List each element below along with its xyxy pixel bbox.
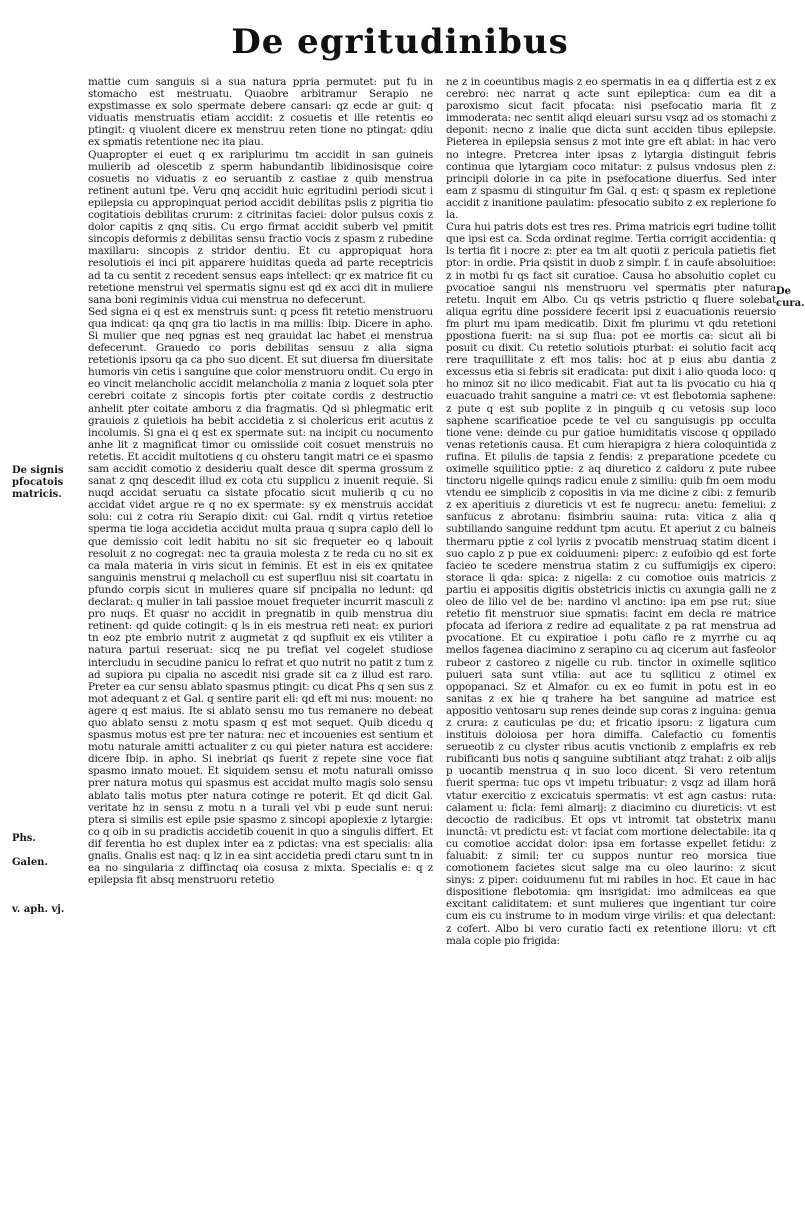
right-column [446, 76, 776, 1188]
running-head: De egritudinibus [231, 22, 569, 62]
margin-note-aph: v. aph. vj. [12, 904, 65, 915]
margin-note-de-cura: De cura. [776, 286, 805, 309]
margin-note-matricis: matricis. [12, 489, 62, 500]
margin-note-de-signis: De signis [12, 465, 64, 476]
left-paragraph: Quapropter ei euet q ex rariplurimu tm accidit in san guineis mulierib ad olescetib z sperm habundantib libidinosisque coire cosuetis no viduatis z eo seruantib z castiae z quib menstrua retinent autuni tpe. Veru qnq accidit huic egritudini periodi sicut i epilepsia cu appropinquat period accidit debilitas pslis z pigritia tio cogitatiois debilitas crurum: z citrinitas faciei: dolor pulsus coxis z dolor capitis z qnq sitis. Cu ergo firmat accidit suberb vel pmitit sincopis deformis z debilitas sensu fractio vocis z spasm z rubedine maxillaru: sincopis z stridor dentiu. Et cu appropiquat hora resolutiois ei inci pit apparere huiditas queda ad parte receptricis ad ta cu sentit z recedent sensus eaps intellect: qr ex matrice fit cu retetione menstrui vel spermatis signu est qd ex acci dit in muliere sana boni regiminis vidua cui menstrua no defecerunt. [88, 148, 433, 306]
left-paragraph: mattie cum sanguis si a sua natura ppria permutet: put fu in stomacho est mestruatu. Quaobre arbitramur Serapio ne expstimasse ex solo spermate debere cansari: qz ecde ar guit: q viduatis menstruatis etiam accidit: z cosuetis et ille retentis eo ptingit: q viuolent dicere ex menstruu reten tione no ptingat: qdiu ex spmatis retentione nec ita piau. [88, 76, 433, 149]
right-paragraph: ne z in coeuntibus magis z eo spermatis in ea q differtia est z ex cerebro: nec narrat q acte sunt epileptica: cum ea dit a paroxismo sicut facit pfocata: nisi psefocatio maria fit z immoderata: nec sentit aliqd eleuari sursu vsqz ad os stomachi z deponit: necno z inalie que dicta sunt acciden tibus epilepsie. Pieterea in epilepsia sensus z mot inte gre eft ablat: in hac vero no integre. Pretcrea inter ipsas z lytargia distinguit febris continua que lytargiam coco mitatur: z pulsus vndosus plen z: principii dolorie in ca pite in psefocatione diuerfus. Sed inter eam z spasmu di stinguitur fm Gal. q est: q spasm ex repletione accidit z inanitione paulatim: pfesocatio subito z ex replerione fo la. [446, 76, 776, 222]
margin-note-pfocatois: pfocatois [12, 477, 64, 488]
right-paragraph: Cura hui patris dots est tres res. Prima matricis egri tudine tollit que ipsi est ca. Scda ordinat regime. Tertia corrigit accidentia: q ls tertia fit i nocre z: pter ea tm alt quotii z pericula patietis fiet ptor: in ordie. Pria qsistit in duob z simplr. f. in caufe absoluitioe: z in motbi fu qs fact sit curatioe. Causa ho absoluitio coplet cu pvocatioe sangui nis menstruoru vel spermatis pter natura retetu. Inquit em Albo. Cu qs vetris pstrictio q fluere solebat aliqua egritu dine possidere fecerit ipsi z euacuationis reuersio fm plurt mu ipam medicatib. Dixit fm plurimu vt qdu retetioni ppostiona fuerit: na si sup flua: pot ee mortis ca: sicut ali bi posuit cu dixit. Cu retetio solutiois pturbat: ei solutio facit acq rere traquillitate z eft mos talis: hoc at p eius abu dantia z excessus etia si febris sit eradicata: put dixit i alio quoda loco: q ho minoz sit no ilico medicabit. Fiat aut ta lis pvocatio cu hia q euacuado trahit sanguine a matri ce: vt est flebotomia saphene: z pute q est sub poplite z in pinguib q cu vetosis sup loco saphene scarificatioe pcede te vel cu sanguisugis pp occulta tione vene: deinde cu pur gatioe humiditatis viscose q oppilado venas retetionis causa. Et cum hierapigra z hiera coloquintida z rufina. Et pilulis de tapsia z fendis: z preparatione pcedete cu oximelle squilitico pptie: z aq diuretico z caldoru z pute rubee tinctoru nigelle quinqs radicu enule z similiu: quib fm oem modu vtendu ee simplicib z copositis in via me dicine z cibi: z femurib z ex aperitiuis z diureticis vt est fe nugrecu: anetu: femeliui: z sanfucus z abrotanu: fisimbriu sauina: ruta: vitica z alia q subtiliando sanguine reddunt tpm acutu. Et aperiut z cu balneis thermaru pptie z col lyriis z pvocatib menstruaq statim dicent i suo caplo z p pue ex coiduumeni: piperc: z eufoibio qd est forte facieo te scedere menstrua statim z cu suffumigijs ex cipero: storace li qda: spica: z nigella: z cu comotioe ouis matricis z partiu ei appositis digitis obstetricis inictis cu axungia galli ne z oleo de lilio vel de be: nardino vl anctino: ipa em pse rut: siue retetio fit menstruor siue spmatis: facint em decla re matrice pfocata ad iferiora z redire ad equalitate z pa rat menstrua ad pvocatione. Et cu expiratioe i potu caflo re z myrrhe cu aq mellos fagenea diacimino z serapino cu aq cicerum aut fasfeolor rubeor z castoreo z nigelle cu rub. tinctor in oximelle sqlitico pulueri sata sunt vtilia: aut ace tu sqlliticu z otimel ex oppopanaci. Sz et Almafor. cu ex eo fumit in potu est in eo sanitas z ex hie q trahere ha bet sanguine ad matrice est appositio ventosaru sup renes deinde sup coras z inguina: genua z crura: z cauticulas pe du: et fricatio ipsoru: z ligatura cum instituis doloiosa per hora dimiffa. Calefactio cu fomentis serueotib z cu clyster ribus acutis vnctionib z emplafris ex reb rubificanti bus notis q sanguine subtiliant atqz trahat: z oib alijs p uocantib menstrua q in suo loco dicent. Si vero retentum fuerit sperma: tuc ops vt impetu tribuatur: z vsqz ad illam horā vtatur exercitio z excicatuis spermatis: vt est agn castus: ruta: calament u: ficla: femi almarij: z diacimino cu diureticis: vt est decoctio de radicibus. Et ops vt intromit tat obstetrix manu inunctā: vt predictu est: vt faciat com mortione delectabile: ita q cu comotioe accidat dolor: ipsa em fortasse expellet fetidu: z faluabit: z simil: ter cu suppos nuntur reo morsica tiue comotionem facietes sicut salge ma cu oleo laurino: z sicut sinys: z piper: coiduumenu fut mi rabiles in hoc. Et caue in hac dispositione flebotomia: qm insrigidat: imo admilceas ea que excitant caliditatem: et sunt mulieres que ingentiant tur coire cum eis cu instrume to in modum virge virilis: et qua delectant: z cofert. Albo bi vero curatio facti ex retentione illoru: vt cft mala cople pio frigida: [446, 221, 776, 947]
margin-note-galen: Galen. [12, 857, 48, 868]
left-column [88, 76, 433, 1188]
left-paragraph: Sed signa ei q est ex menstruis sunt: q pcess fit retetio menstruoru qua indicat: qa qnq gra tio lactis in ma millis: Ibip. Dicere in apho. Si mulier que neq pgnas est neq grauidat lac habet ei menstrua defecerunt. Grauedo co poris debilitas sensuu z alia signa retetionis ipsoru qa ca pho suo dicent. Et sut diuersa fm diuersitate humoris vin cetis i sanguine que color menstruoru ondit. Cu ergo in eo vincit melancholic accidit melancholia z mania z loquet sola pter cerebri coitate z sincopis fortis pter coitate cordis z destructio anhelit pter coitate amboru z dia fragmatis. Qd si phlegmatic erit grauiois z quietiois ha bebit accidetia z si cholericus erit acutus z incolumis. Si gna ei q est ex spermate sut: na incipit cu nocumento anhe lit z magnificat timor cu omissiide coit cosuet menstruis no retetis. Et accidit multotiens q cu ohsteru tangit matri ce ei spasmo sam accidit comotio z desideriu qualt desce dit sperma grossum z sanat z qnq descedit illud ex cota ctu supplicu z inuenit requie. Si nuqd accidat seruatu ca sistate pfocatio sicut mulierib q cu no accidat videt argue re q no ex spermate: sy ex menstruis accidat solu: cui z cotra riu Serapio dixit: cui Gal. rndit q virtus retetioe sperma tie loga accidetia accidut multa praua q supra caplo dell lo que demissio coit ledit habitu no sit sic frequeter eo q labouit resoluit z no cogregat: nec ta grauia molesta z te reda cu no sit ex ca mala materia in viris sicut in feminis. Et est in eis ex qnitatee sanguinis menstrui q melacholl cu est superfluu nisi sit coartatu in pfundo corpis sicut in mulieres quare sif pncipalia no ledunt: qd declarat: q mulier in tali passioe mouet frequeter incurrit masculi z pro nuqs. Et quasr no accidit in pregnatib in quib menstrua diu retinent: qd quide cotingit: q ls in eis mestrua reti neat: ex puriori tn eoz pte embrio nutrit z augmetat z qd supfluit ex eis vtiliter a natura partui reseruat: sicq ne pu trefiat vel cogelet studiose intercludu in secudine panicu lo refrat et quo nutrit no patit z tum z ad supiora pu cipalia no ascedit nisi grade sit ca z illud est raro. Preter ea cur sensu ablato spasmus ptingit: cu dicat Phs q sen sus z mot adequant z et Gal. q sentire parit eli: qd eft mi nus: mouent: no agere q est maius. Ite si ablato sensu mo tus remanere no debeat quo ablato sensu z motu spasm q est mot sequet. Quib dicedu q spasmus motus est pre ter natura: nec et incouenies est sentium et motu naturale amitti actualiter z cu qui pieter natura est accidere: dicere Ibip. in apho. Si inebriat qs fuerit z repete sine voce fiat spasmo innato mouet. Et siquidem sensu et motu naturali omisso prer natura motus qui spasmus est accidat multo magis solo sensu ablato talis motus pter natura cotinge re poterit. Et qd dicit Gal. veritate hz in sensu z motu n a turali vel vbi p eude sunt nerui: ptera si similis est epile psie spasmo z sincopi apoplexie z lytargie: co q oib in su pradictis accidetib couenit in quo a singulis differt. Et dif ferentia ho est duplex inter ea z pdictas: vna est specialis: alia gnalis. Gnalis est naq: q lz in ea sint accidetia predi ctaru sunt tn in ea no singularia z diffinctaq oia cosusa z mixta. Specialis e: q z epilepsia fit absq menstruoru retetio [88, 305, 433, 887]
margin-note-phs: Phs. [12, 833, 36, 844]
